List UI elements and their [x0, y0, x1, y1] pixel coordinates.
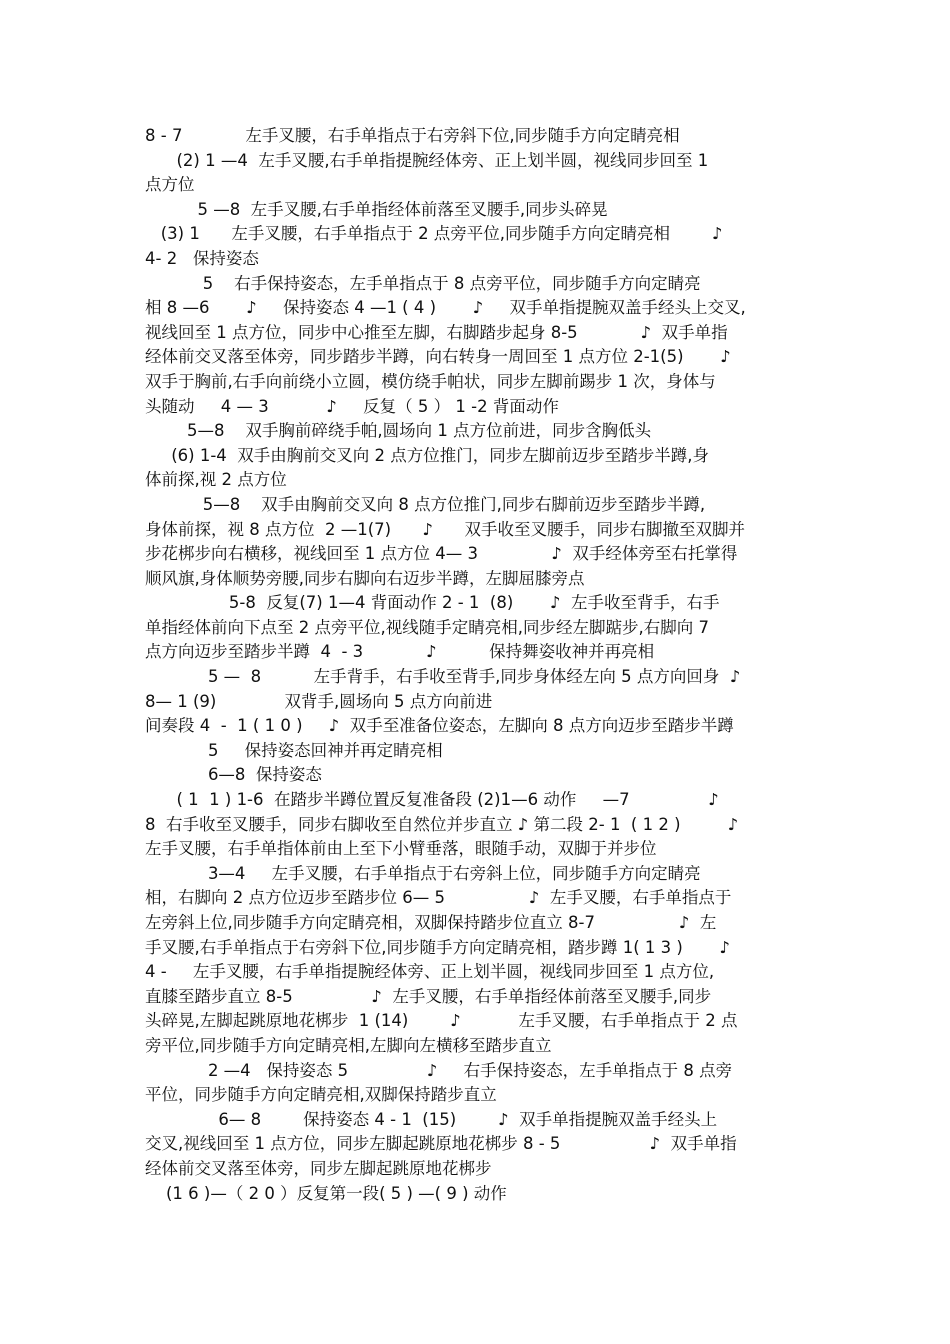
text-line: 头随动 4 — 3 ♪ 反复（ 5 ） 1 -2 背面动作	[145, 396, 559, 416]
text-line: 平位，同步随手方向定睛亮相,双脚保持踏步直立	[145, 1085, 497, 1105]
text-line: 5—8 双手由胸前交叉向 8 点方位推门,同步右脚前迈步至踏步半蹲,	[145, 494, 706, 514]
text-line: 相，右脚向 2 点方位迈步至踏步位 6— 5 ♪ 左手叉腰，右手单指点于	[145, 888, 732, 908]
text-line: 5-8 反复(7) 1—4 背面动作 2 - 1 (8) ♪ 左手收至背手，右手	[145, 593, 720, 613]
text-line: 交叉,视线回至 1 点方位，同步左脚起跳原地花梆步 8 - 5 ♪ 双手单指	[145, 1134, 737, 1154]
text-line: 头碎晃,左脚起跳原地花梆步 1 (14) ♪ 左手叉腰，右手单指点于 2 点	[145, 1011, 738, 1031]
text-line: ( 1 1 ) 1-6 在踏步半蹲位置反复准备段 (2)1—6 动作 —7 ♪	[145, 790, 719, 810]
text-line: 体前探,视 2 点方位	[145, 470, 287, 490]
text-line: 4- 2 保持姿态	[145, 248, 259, 268]
text-line: 5 右手保持姿态，左手单指点于 8 点旁平位，同步随手方向定睛亮	[145, 273, 701, 293]
text-line: 视线回至 1 点方位，同步中心推至左脚，右脚踏步起身 8-5 ♪ 双手单指	[145, 322, 728, 342]
text-line: 左手叉腰，右手单指体前由上至下小臂垂落，眼随手动，双脚于并步位	[145, 839, 657, 859]
text-line: 5—8 双手胸前碎绕手帕,圆场向 1 点方位前进，同步含胸低头	[145, 421, 652, 441]
text-line: 4 - 左手叉腰，右手单指提腕经体旁、正上划半圆，视线同步回至 1 点方位,	[145, 962, 715, 982]
text-line: 步花梆步向右横移，视线回至 1 点方位 4— 3 ♪ 双手经体旁至右托掌得	[145, 544, 738, 564]
text-line: 6—8 保持姿态	[145, 765, 322, 785]
text-line: 3—4 左手叉腰，右手单指点于右旁斜上位，同步随手方向定睛亮	[145, 863, 701, 883]
text-line: 身体前探，视 8 点方位 2 —1(7) ♪ 双手收至叉腰手，同步右脚撤至双脚并	[145, 519, 746, 539]
text-line: 8 - 7 左手叉腰，右手单指点于右旁斜下位,同步随手方向定睛亮相	[145, 126, 680, 145]
text-line: 手叉腰,右手单指点于右旁斜下位,同步随手方向定睛亮相，踏步蹲 1( 1 3 ) ♪	[145, 937, 731, 957]
text-line: 旁平位,同步随手方向定睛亮相,左脚向左横移至踏步直立	[145, 1035, 552, 1055]
text-line: 8— 1 (9) 双背手,圆场向 5 点方向前进	[145, 691, 493, 711]
text-line: 点方位	[145, 175, 195, 195]
text-line: (6) 1-4 双手由胸前交叉向 2 点方位推门，同步左脚前迈步至踏步半蹲,身	[145, 445, 710, 465]
text-line: 相 8 —6 ♪ 保持姿态 4 —1 ( 4 ) ♪ 双手单指提腕双盖手经头上交叉,	[145, 298, 746, 318]
text-line: 5 —8 左手叉腰,右手单指经体前落至叉腰手,同步头碎晃	[145, 199, 608, 219]
text-line: 5 保持姿态回神并再定睛亮相	[145, 740, 443, 760]
text-line: 顺风旗,身体顺势旁腰,同步右脚向右迈步半蹲，左脚屈膝旁点	[145, 568, 585, 588]
text-line: 间奏段 4 - 1 ( 1 0 ) ♪ 双手至准备位姿态，左脚向 8 点方向迈步至踏步半蹲	[145, 716, 734, 736]
text-line: 6— 8 保持姿态 4 - 1 (15) ♪ 双手单指提腕双盖手经头上	[145, 1109, 718, 1129]
document-body	[145, 124, 810, 1206]
text-line: (1 6 )—（ 2 0 ）反复第一段( 5 ) —( 9 ) 动作	[145, 1183, 507, 1203]
text-line: 直膝至踏步直立 8-5 ♪ 左手叉腰，右手单指经体前落至叉腰手,同步	[145, 986, 712, 1006]
text-line: 2 —4 保持姿态 5 ♪ 右手保持姿态，左手单指点于 8 点旁	[145, 1060, 733, 1080]
text-line: 点方向迈步至踏步半蹲 4 - 3 ♪ 保持舞姿收神并再亮相	[145, 642, 655, 662]
text-line: 经体前交叉落至体旁，同步踏步半蹲，向右转身一周回至 1 点方位 2-1(5) ♪	[145, 347, 731, 367]
text-line: (3) 1 左手叉腰，右手单指点于 2 点旁平位,同步随手方向定睛亮相 ♪	[145, 224, 723, 244]
text-line: 左旁斜上位,同步随手方向定睛亮相，双脚保持踏步位直立 8-7 ♪ 左	[145, 913, 717, 932]
text-line: 5 — 8 左手背手，右手收至背手,同步身体经左向 5 点方向回身 ♪	[145, 667, 741, 687]
text-line: 双手于胸前,右手向前绕小立圆，模仿绕手帕状，同步左脚前踢步 1 次，身体与	[145, 371, 716, 391]
text-line: 经体前交叉落至体旁，同步左脚起跳原地花梆步	[145, 1158, 492, 1178]
text-line: 单指经体前向下点至 2 点旁平位,视线随手定睛亮相,同步经左脚踮步,右脚向 7	[145, 617, 709, 637]
text-line: (2) 1 —4 左手叉腰,右手单指提腕经体旁、正上划半圆，视线同步回至 1	[145, 150, 709, 170]
text-line: 8 右手收至叉腰手，同步右脚收至自然位并步直立 ♪ 第二段 2- 1 ( 1 2 ) ♪	[145, 814, 739, 834]
